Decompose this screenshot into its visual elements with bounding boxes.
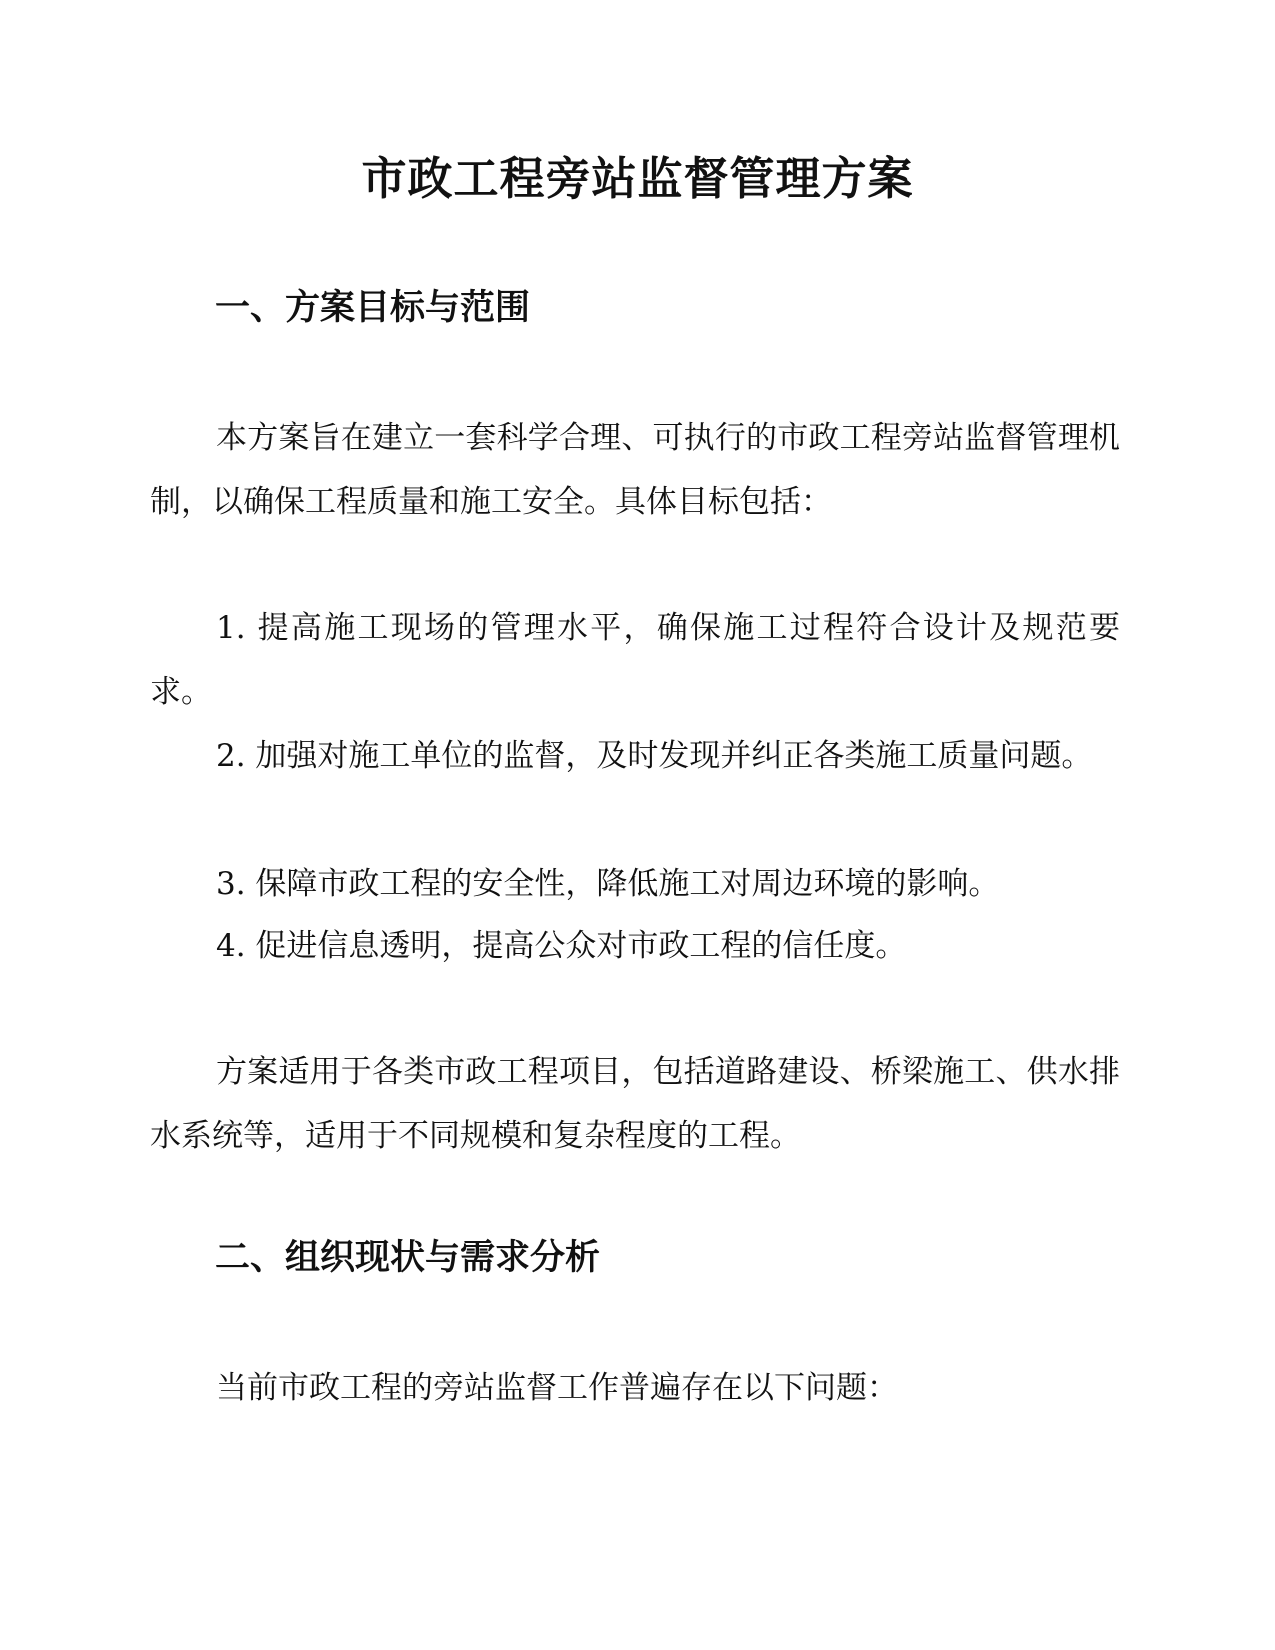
document-title: 市政工程旁站监督管理方案 — [361, 152, 914, 205]
goal-item-3: 3. 保障市政工程的安全性，降低施工对周边环境的影响。 — [216, 866, 1000, 902]
section-1-scope-paragraph: 方案适用于各类市政工程项目，包括道路建设、桥梁施工、供水排水系统等，适用于不同规模和复杂程度的工程。 — [150, 1054, 1120, 1154]
section-1-heading: 一、方案目标与范围 — [215, 288, 531, 328]
goal-item-2: 2. 加强对施工单位的监督，及时发现并纠正各类施工质量问题。 — [216, 738, 1093, 774]
section-1-intro-paragraph: 本方案旨在建立一套科学合理、可执行的市政工程旁站监督管理机制，以确保工程质量和施工安全。具体目标包括： — [150, 420, 1120, 520]
section-2-intro-paragraph: 当前市政工程的旁站监督工作普遍存在以下问题： — [216, 1370, 898, 1406]
section-2-heading: 二、组织现状与需求分析 — [215, 1238, 601, 1278]
goal-item-1: 1. 提高施工现场的管理水平，确保施工过程符合设计及规范要求。 — [150, 610, 1120, 710]
goal-item-4: 4. 促进信息透明，提高公众对市政工程的信任度。 — [216, 928, 907, 964]
